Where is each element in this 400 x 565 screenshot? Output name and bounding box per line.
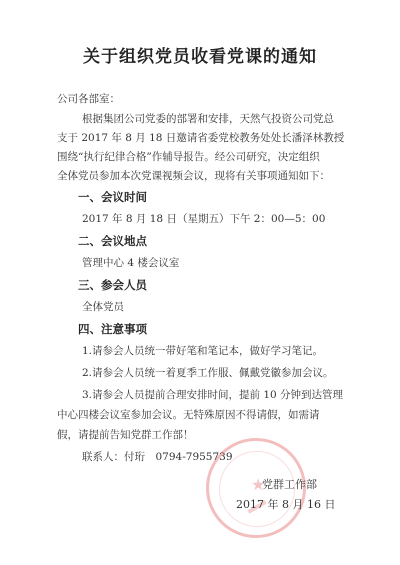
salutation: 公司各部室： [57, 93, 120, 105]
meeting-location: 管理中心 4 楼会议室 [82, 257, 180, 269]
contact-info: 联系人：付珩 0794-7955739 [82, 451, 233, 463]
section-heading-notes: 四、注意事项 [78, 322, 147, 336]
note-item: 假，请提前告知党群工作部！ [57, 429, 194, 441]
signature-date: 2017 年 8 月 16 日 [236, 498, 336, 511]
note-item: 2.请参会人员统一着夏季工作服、佩戴党徽参加会议。 [82, 367, 334, 379]
intro-line: 支于 2017 年 8 月 18 日邀请省委党校教务处处长潘泽林教授 [57, 132, 345, 144]
intro-line: 根据集团公司党委的部署和安排，天然气投资公司党总 [82, 113, 334, 125]
section-heading-time: 一、会议时间 [78, 190, 147, 204]
note-item: 3.请参会人员提前合理安排时间，提前 10 分钟到达管理 [82, 389, 344, 401]
intro-line: 全体党员参加本次党课视频会议，现将有关事项通知如下： [57, 170, 330, 182]
page-title: 关于组织党员收看党课的通知 [83, 47, 317, 67]
star-icon: ★ [251, 475, 266, 494]
section-heading-location: 二、会议地点 [78, 234, 147, 248]
section-heading-attendees: 三、参会人员 [78, 278, 147, 292]
note-item: 中心四楼会议室参加会议。无特殊原因不得请假，如需请 [57, 409, 320, 421]
note-item: 1.请参会人员统一带好笔和笔记本，做好学习笔记。 [82, 345, 324, 357]
signature-org: 党群工作部 [262, 478, 317, 491]
attendees: 全体党员 [82, 301, 124, 313]
intro-line: 围绕“执行纪律合格”作辅导报告。经公司研究，决定组织 [57, 151, 320, 163]
meeting-time: 2017 年 8 月 18 日（星期五）下午 2：00—5：00 [82, 213, 326, 225]
